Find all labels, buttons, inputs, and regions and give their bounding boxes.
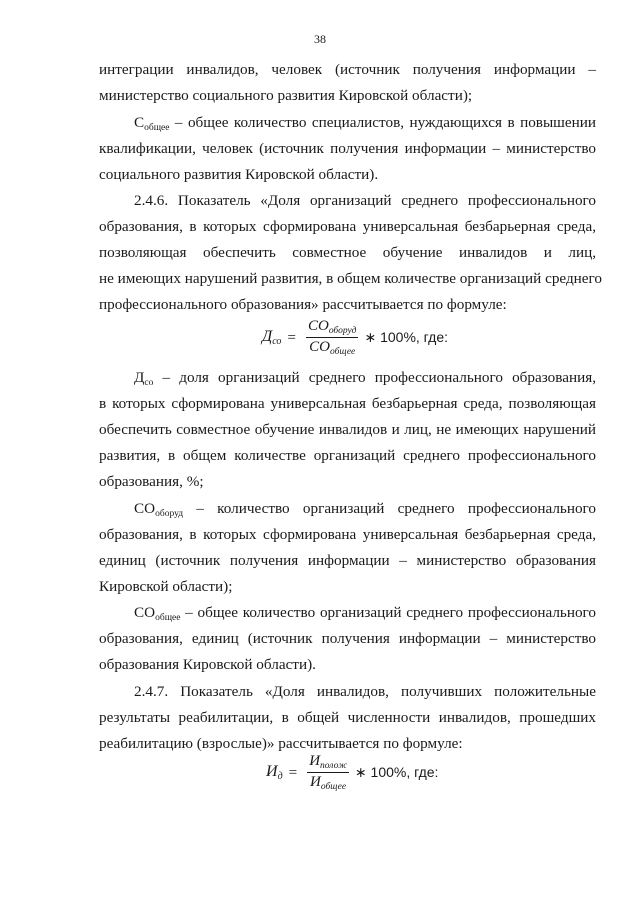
text-line: не имеющих нарушений развития, в общем количестве организаций среднего <box>99 270 602 287</box>
text-line: 2.4.7. Показатель «Доля инвалидов, получивших положительные <box>134 683 596 700</box>
text-line: образования, в которых сформирована универсальная безбарьерная среда, <box>99 526 596 543</box>
text-line: интеграции инвалидов, человек (источник получения информации – <box>99 61 596 78</box>
text-line: министерство социального развития Кировской области); <box>99 87 473 104</box>
text-line: единиц (источник получения информации – министерство образования <box>99 552 596 569</box>
text-segment: – общее количество специалистов, нуждающихся в повышении <box>169 114 596 131</box>
text-line <box>134 603 596 628</box>
fraction-denominator: $И_{общее}$ <box>310 774 347 792</box>
equals-sign: = <box>287 328 296 346</box>
text-segment: – доля организаций среднего профессионального образования, <box>153 369 596 386</box>
text-line: 2.4.6. Показатель «Доля организаций среднего профессионального <box>134 192 596 209</box>
fraction-numerator: $СО_{оборуд}$ <box>307 318 357 336</box>
page-number: 38 <box>314 32 326 46</box>
formula-dso <box>262 318 448 357</box>
text-line: в которых сформирована универсальная безбарьерная среда, позволяющая <box>99 395 596 412</box>
text-line: квалификации, человек (источник получения информации – министерство <box>99 140 596 157</box>
text-line: образования, %; <box>99 473 204 490</box>
fraction <box>307 753 349 792</box>
text-line: результаты реабилитации, в общей численности инвалидов, прошедших <box>99 709 596 726</box>
formula-tail: ∗ 100%, где: <box>354 764 439 780</box>
symbol-subscript: общее <box>144 123 170 133</box>
text-line <box>134 368 596 393</box>
text-line: развития, в общем количестве организаций среднего профессионального <box>99 447 596 464</box>
symbol: СО <box>134 500 156 517</box>
text-line: позволяющая обеспечить совместное обучение инвалидов и лиц, <box>99 244 596 261</box>
symbol: Д <box>134 369 145 386</box>
text-line: профессионального образования» рассчитывается по формуле: <box>99 296 507 313</box>
fraction-denominator: $СО_{общее}$ <box>309 339 356 357</box>
formula-tail: ∗ 100%, где: <box>364 329 448 345</box>
text-segment: – количество организаций среднего профессионального <box>183 500 596 517</box>
formula-id <box>266 753 438 792</box>
symbol-subscript: оборуд <box>155 509 184 519</box>
text-line: Кировской области); <box>99 578 233 595</box>
text-line: социального развития Кировской области). <box>99 166 379 183</box>
symbol-subscript: со <box>144 378 154 388</box>
text-line: образования, единиц (источник получения информации – министерство <box>99 630 596 647</box>
symbol: С <box>134 114 145 131</box>
formula-lhs: $Д_{со}$ <box>262 328 282 347</box>
text-line: образования Кировской области). <box>99 656 316 673</box>
text-line: реабилитацию (взрослые)» рассчитывается по формуле: <box>99 735 463 752</box>
text-line <box>134 113 596 138</box>
symbol-subscript: общее <box>155 613 181 623</box>
fraction <box>306 318 359 357</box>
fraction-numerator: $И_{полож}$ <box>309 753 347 771</box>
text-line <box>134 499 596 524</box>
formula-lhs: $И_д$ <box>266 763 283 782</box>
equals-sign: = <box>288 763 298 781</box>
text-line: образования, в которых сформирована универсальная безбарьерная среда, <box>99 218 596 235</box>
text-segment: – общее количество организаций среднего профессионального <box>180 604 596 621</box>
text-line: обеспечить совместное обучение инвалидов и лиц, не имеющих нарушений <box>99 421 596 438</box>
symbol: СО <box>134 604 156 621</box>
